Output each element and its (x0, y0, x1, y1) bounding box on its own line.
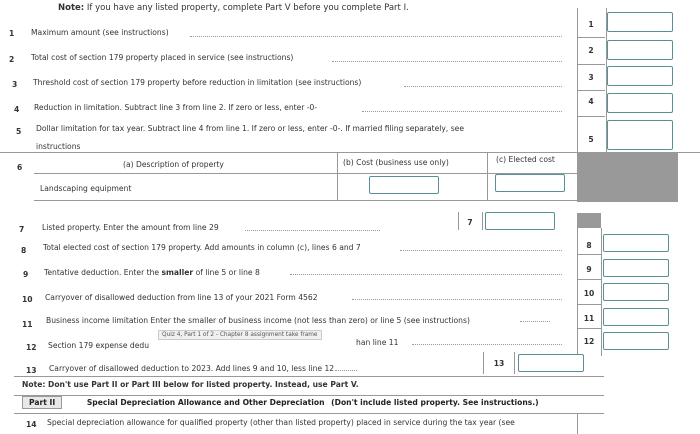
line-1-amount-field[interactable] (607, 12, 673, 32)
line-8-amount-field[interactable] (603, 234, 669, 252)
leader-dots (190, 36, 562, 37)
line-13-number: 13 (26, 366, 37, 375)
line-9-number: 9 (23, 270, 29, 279)
line-13-ref: 13 (493, 359, 505, 368)
table-row-1-elected-field[interactable] (495, 174, 565, 192)
screenshot-tooltip: Quiz 4, Part 1 of 2 - Chapter 8 assignment take frame (158, 330, 322, 340)
line-3-amount-field[interactable] (607, 66, 673, 86)
divider (514, 352, 515, 374)
top-note-text: If you have any listed property, complete Part V before you complete Part I. (86, 3, 409, 13)
leader-dots (352, 299, 562, 300)
divider (577, 64, 605, 65)
part-2-subtitle: (Don't include listed property. See instructions.) (331, 398, 539, 407)
line-5-text-cont: instructions (36, 142, 81, 151)
divider (577, 304, 601, 305)
part-2-title: Special Depreciation Allowance and Other Depreciation (86, 398, 325, 407)
line-7-amount-field[interactable] (485, 212, 555, 230)
line-11-text (46, 316, 470, 325)
col-a-header: (a) Description of property (123, 160, 224, 169)
divider (487, 152, 488, 200)
line-3-number: 3 (12, 80, 18, 89)
line-3-text: Threshold cost of section 179 property before reduction in limitation (see instructions) (33, 78, 362, 87)
line-2-amount-field[interactable] (607, 40, 673, 60)
leader-dots (412, 344, 562, 345)
line-9-text-post: of line 5 or line 8 (193, 268, 260, 277)
line-10-amount-field[interactable] (603, 283, 669, 301)
line-5-text: Dollar limitation for tax year. Subtract line 4 from line 1. If zero or less, enter -0-. If married filing separately, see (36, 124, 465, 133)
line-12-number: 12 (26, 343, 37, 352)
leader-dots (245, 230, 380, 231)
line-1-ref: 1 (588, 20, 594, 29)
leader-dots (290, 274, 562, 275)
divider (577, 90, 605, 91)
line-12-text-pre: Section 179 expense dedu (48, 341, 150, 350)
line-1-number: 1 (9, 29, 15, 38)
line-4-ref: 4 (588, 97, 594, 106)
line-13-amount-field[interactable] (518, 354, 584, 372)
divider (577, 254, 601, 255)
line-7-ref: 7 (467, 218, 473, 227)
leader-dots (335, 370, 357, 371)
divider (577, 37, 605, 38)
line-7-number: 7 (19, 225, 25, 234)
divider (14, 395, 604, 396)
top-note-label: Note: (58, 3, 85, 13)
part-2-header (22, 398, 539, 407)
line-5-ref: 5 (588, 135, 594, 144)
leader-dots (400, 250, 562, 251)
line-12-amount-field[interactable] (603, 332, 669, 350)
line-8-ref: 8 (586, 241, 592, 250)
col-b-header: (b) Cost (business use only) (343, 158, 449, 167)
divider (34, 200, 577, 201)
part-2-tag: Part II (22, 396, 62, 409)
line-1-text: Maximum amount (see instructions) (31, 28, 169, 37)
line-5-amount-field[interactable] (607, 120, 673, 150)
line-4-amount-field[interactable] (607, 93, 673, 113)
line-2-ref: 2 (588, 46, 594, 55)
leader-dots (332, 61, 562, 62)
line-12-ref: 12 (583, 337, 595, 346)
line-11-ref: 11 (583, 314, 595, 323)
table-row-1-description: Landscaping equipment (40, 184, 132, 193)
line-4-text: Reduction in limitation. Subtract line 3 from line 2. If zero or less, enter -0- (34, 103, 318, 112)
line-6-number: 6 (17, 163, 23, 172)
line-10-ref: 10 (583, 289, 595, 298)
line-10-text: Carryover of disallowed deduction from line 13 of your 2021 Form 4562 (45, 293, 318, 302)
line-4-number: 4 (14, 105, 20, 114)
leader-dots (404, 86, 562, 87)
shaded-area (577, 152, 678, 202)
divider (14, 376, 604, 377)
line-5-number: 5 (16, 127, 22, 136)
leader-dots (520, 321, 550, 322)
table-row-1-cost-field[interactable] (369, 176, 439, 194)
line-10-number: 10 (22, 295, 33, 304)
divider (14, 413, 604, 414)
divider (577, 279, 601, 280)
line-3-ref: 3 (588, 73, 594, 82)
line-11-text-pre: Business income limitation (46, 316, 149, 325)
line-2-number: 2 (9, 55, 15, 64)
line-14-text: Special depreciation allowance for qualified property (other than listed property) placed in service during the tax year (see (47, 418, 515, 427)
line-9-text-bold: smaller (161, 268, 194, 277)
line-14-number: 14 (26, 420, 37, 429)
divider (577, 328, 601, 329)
line-8-number: 8 (21, 246, 27, 255)
divider (577, 413, 578, 434)
line-2-text: Total cost of section 179 property placed in service (see instructions) (31, 53, 294, 62)
line-9-text-pre: Tentative deduction. Enter the (44, 268, 162, 277)
leader-dots (362, 111, 562, 112)
line-13-text: Carryover of disallowed deduction to 2023. Add lines 9 and 10, less line 12 (49, 364, 335, 373)
col-c-header: (c) Elected cost (496, 155, 555, 164)
top-note (58, 3, 409, 13)
line-9-amount-field[interactable] (603, 259, 669, 277)
shaded-area (577, 213, 601, 228)
line-8-text: Total elected cost of section 179 property. Add amounts in column (c), lines 6 and 7 (43, 243, 361, 252)
divider (483, 352, 484, 374)
line-11-number: 11 (22, 320, 33, 329)
divider (577, 116, 605, 117)
line-11-amount-field[interactable] (603, 308, 669, 326)
bottom-note: Note: Don't use Part II or Part III below for listed property. Instead, use Part V. (22, 380, 359, 389)
line-11-text-post: Enter the smaller of business income (not less than zero) or line 5 (see instructions) (150, 316, 470, 325)
line-12-text-post: han line 11 (356, 338, 399, 347)
divider (337, 152, 338, 200)
line-7-text: Listed property. Enter the amount from line 29 (42, 223, 219, 232)
line-9-ref: 9 (586, 265, 592, 274)
line-9-text (44, 268, 260, 277)
